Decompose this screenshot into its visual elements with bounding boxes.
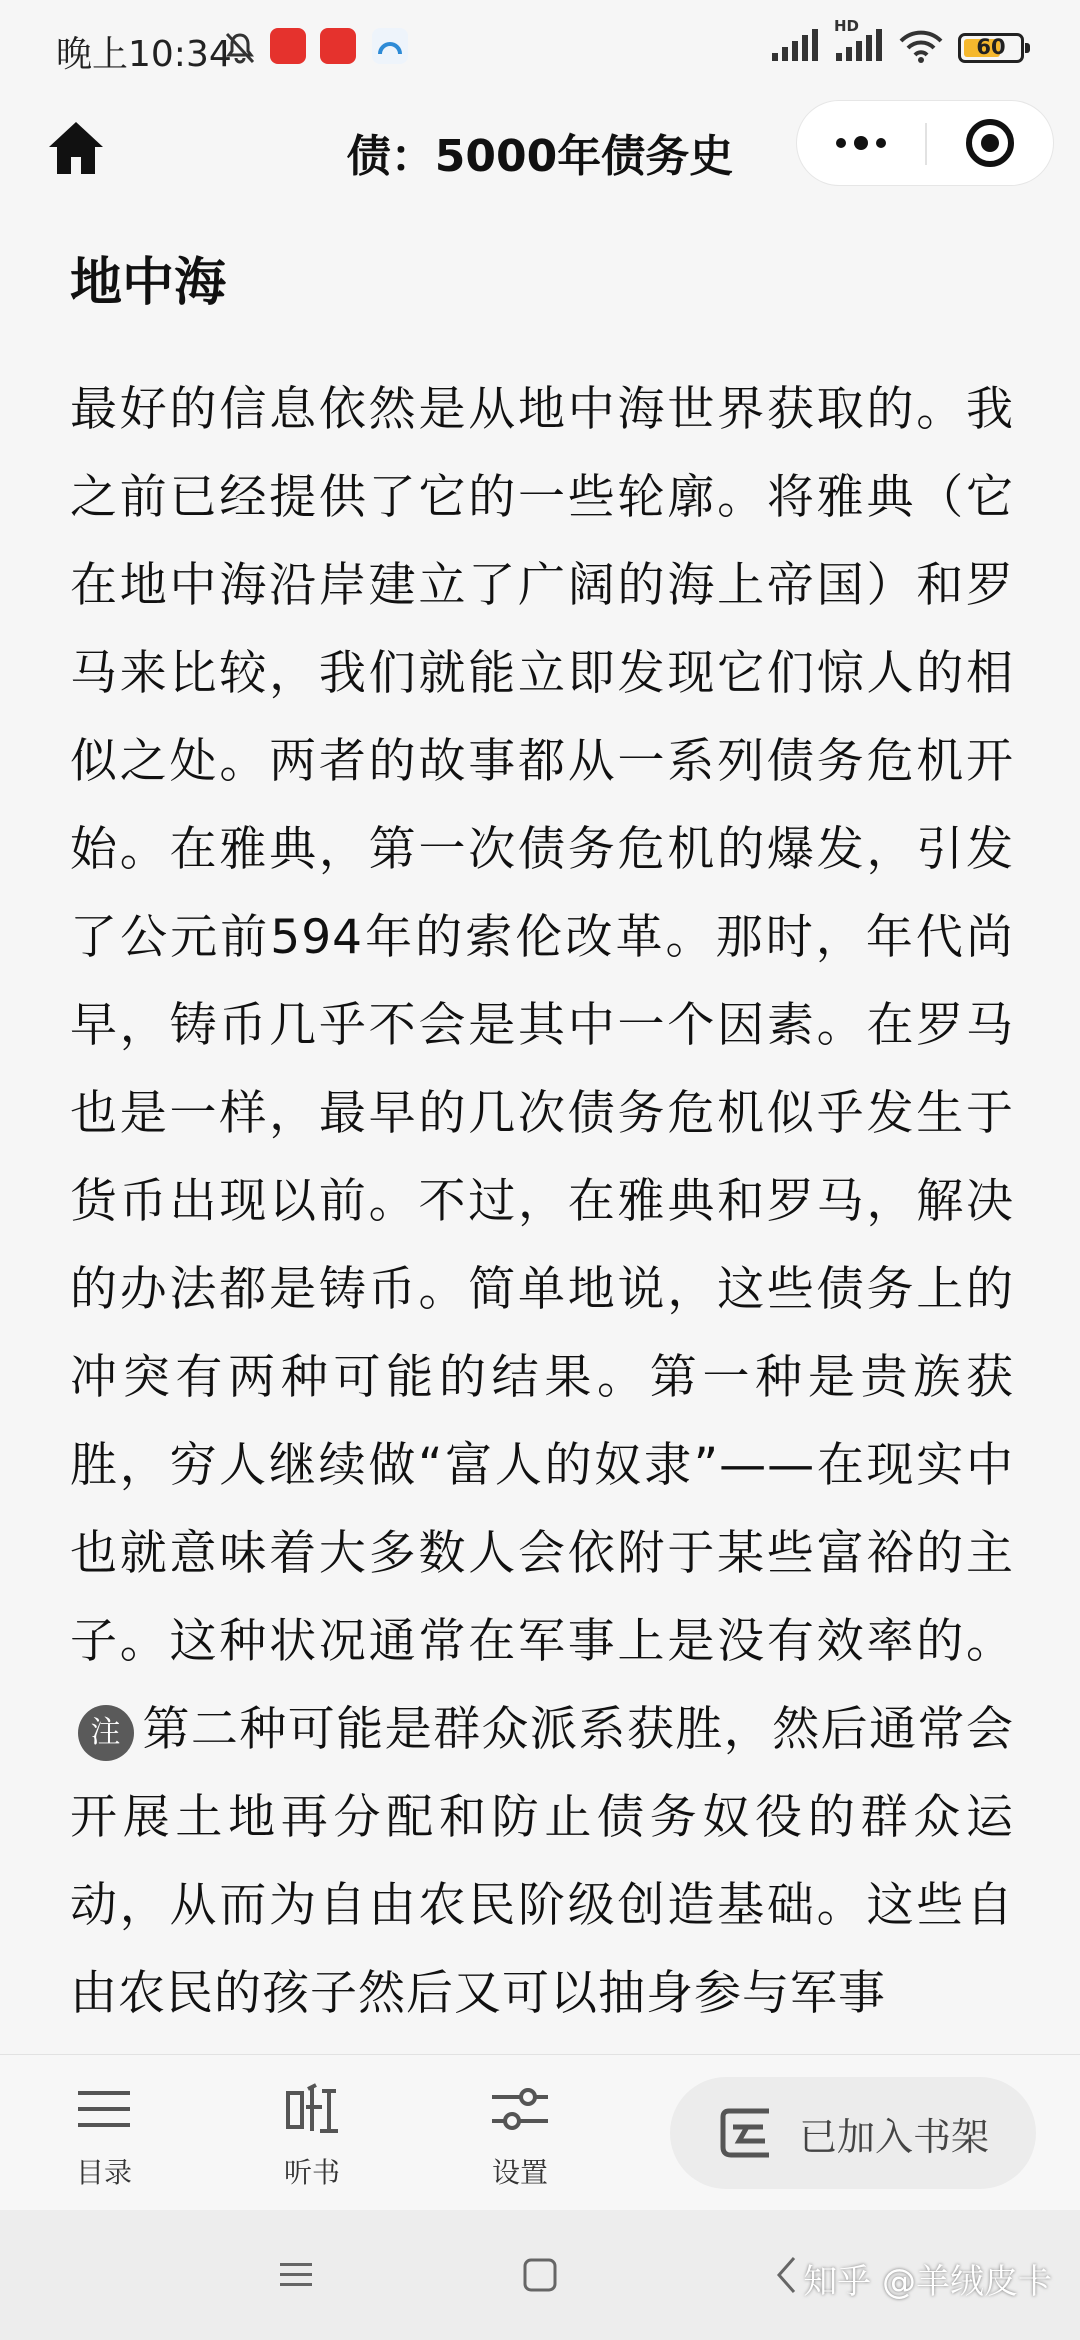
more-button[interactable] bbox=[797, 101, 925, 185]
page-title: 债：5000年债务史 bbox=[346, 131, 734, 182]
status-time: 晚上10:34 bbox=[56, 34, 232, 75]
paragraph-text-2: 第二种可能是群众派系获胜，然后通常会开展土地再分配和防止债务奴役的群众运动，从而为自由农民阶级创造基础。这些自由农民的孩子然后又可以抽身参与军事 bbox=[70, 1702, 1014, 2021]
bottom-toolbar bbox=[0, 2054, 1080, 2211]
listen-label: 听书 bbox=[283, 2156, 340, 2189]
menu-icon bbox=[278, 2260, 314, 2290]
system-navigation-bar bbox=[0, 2210, 1080, 2340]
signal-icon bbox=[770, 29, 820, 67]
signal-hd-icon bbox=[834, 17, 884, 67]
recent-apps-button[interactable] bbox=[256, 2242, 336, 2308]
mute-bell-icon bbox=[222, 30, 258, 70]
title-bar bbox=[0, 96, 1080, 200]
settings-label: 设置 bbox=[491, 2156, 548, 2189]
toc-label: 目录 bbox=[75, 2156, 132, 2189]
status-indicators bbox=[770, 17, 1024, 74]
app-badge-red-1 bbox=[270, 28, 306, 64]
footnote-badge[interactable]: 注 bbox=[78, 1705, 134, 1761]
more-dots-icon bbox=[833, 136, 889, 150]
reading-content[interactable] bbox=[70, 240, 1014, 2048]
back-icon bbox=[774, 2255, 798, 2295]
settings-button[interactable] bbox=[450, 2077, 590, 2191]
battery-tip bbox=[1025, 43, 1030, 53]
wifi-icon bbox=[898, 29, 944, 67]
target-close-icon bbox=[964, 117, 1016, 169]
app-badge-blue bbox=[372, 28, 408, 64]
home-nav-button[interactable] bbox=[500, 2242, 580, 2308]
battery-level: 60 bbox=[976, 35, 1006, 59]
sliders-icon bbox=[490, 2083, 550, 2135]
network-badge: HD bbox=[834, 17, 860, 35]
paragraph-text-1: 最好的信息依然是从地中海世界获取的。我之前已经提供了它的一些轮廓。将雅典（它在地中海沿岸建立了广阔的海上帝国）和罗马来比较，我们就能立即发现它们惊人的相似之处。两者的故事都从一系列债务危机开始。在雅典，第一次债务危机的爆发，引发了公元前594年的索伦改革。那时，年代尚早，铸币几乎不会是其中一个因素。在罗马也是一样，最早的几次债务危机似乎发生于货币出现以前。不过，在雅典和罗马，解决的办法都是铸币。简单地说，这些债务上的冲突有两种可能的结果。第一种是贵族获胜，穷人继续做“富人的奴隶”——在现实中也就意味着大多数人会依附于某些富裕的主子。这种状况通常在军事上是没有效率的。 bbox=[70, 382, 1014, 1669]
menu-list-icon bbox=[76, 2087, 132, 2131]
status-bar bbox=[0, 0, 1080, 96]
chapter-title: 地中海 bbox=[70, 253, 227, 313]
battery-icon bbox=[958, 33, 1024, 63]
listen-icon bbox=[282, 2079, 342, 2139]
close-button[interactable] bbox=[927, 101, 1053, 185]
body-paragraph bbox=[70, 366, 1014, 2038]
toc-button[interactable] bbox=[34, 2077, 174, 2191]
app-badge-red-2 bbox=[320, 28, 356, 64]
watermark: 知乎 @羊绒皮卡 bbox=[803, 2262, 1052, 2302]
bookshelf-icon bbox=[717, 2107, 775, 2159]
listen-button[interactable] bbox=[242, 2077, 382, 2191]
mini-program-capsule bbox=[796, 100, 1054, 186]
home-square-icon bbox=[522, 2257, 558, 2293]
shelf-label: 已加入书架 bbox=[798, 2114, 989, 2159]
add-to-shelf-button[interactable] bbox=[670, 2077, 1036, 2189]
